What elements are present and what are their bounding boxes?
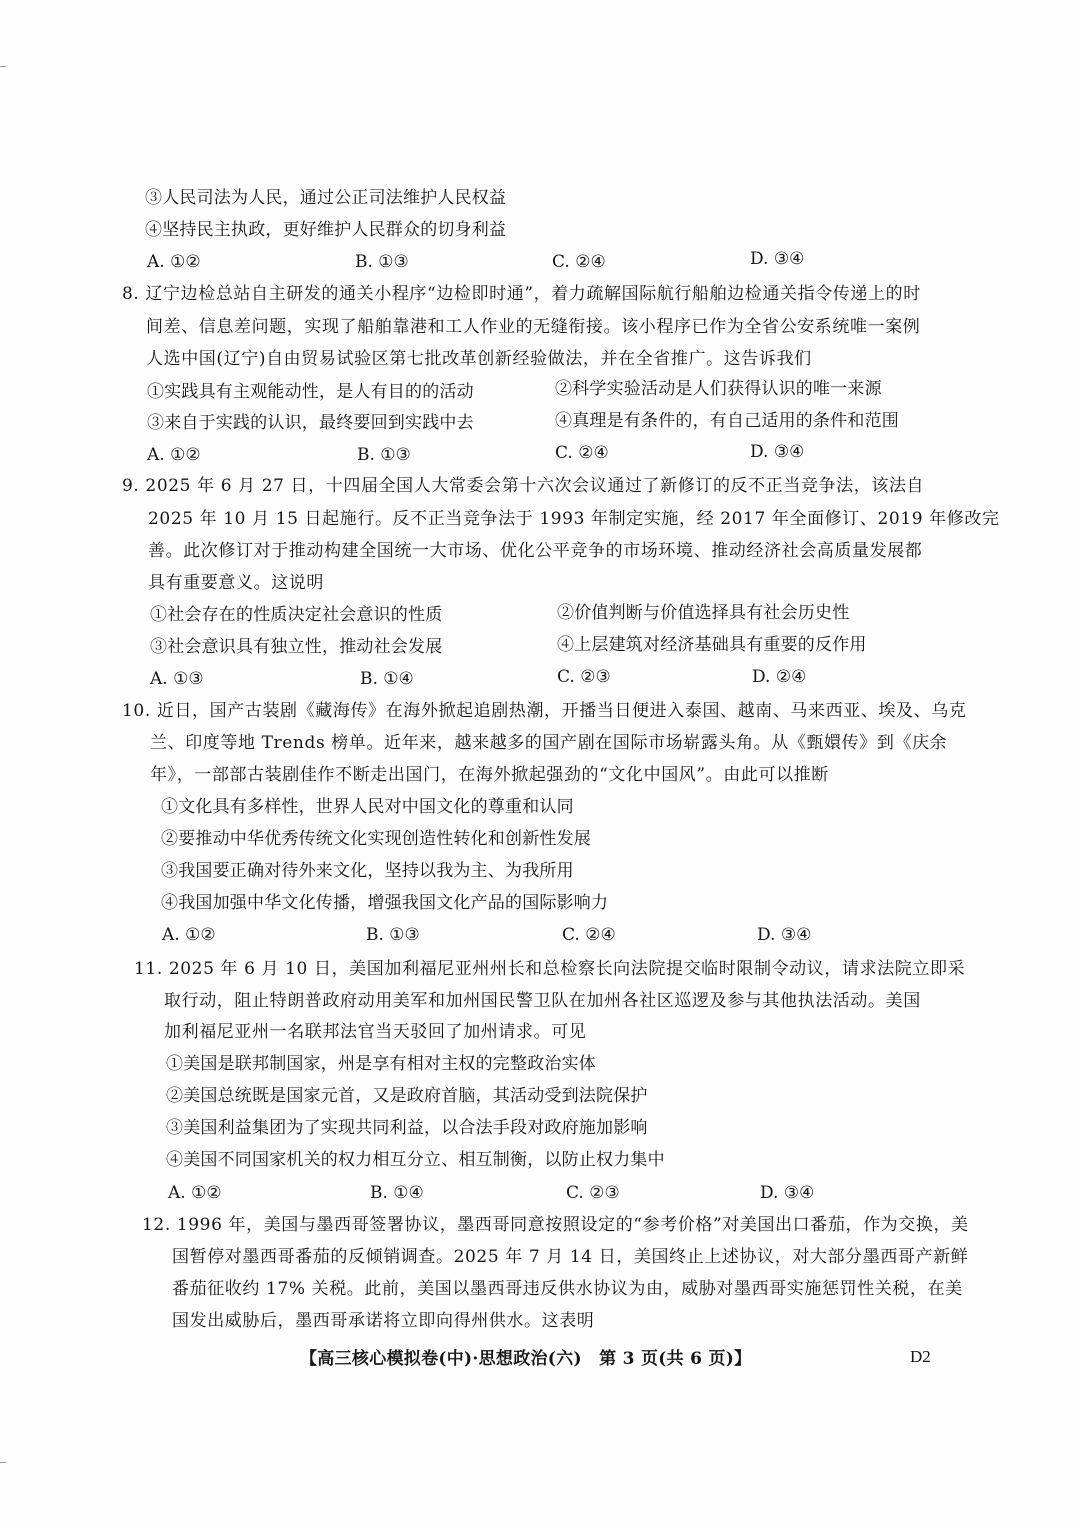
q8-option-c: C. ②④ xyxy=(555,443,609,463)
q12-stem-line-4: 国发出威胁后，墨西哥承诺将立即向得州供水。这表明 xyxy=(172,1311,595,1331)
q10-stem-line-2: 兰、印度等地 Trends 榜单。近年来，越来越多的国产剧在国际市场崭露头角。从《甄嬛传》到《庆余 xyxy=(150,733,948,753)
q9-option-b: B. ①④ xyxy=(360,669,414,689)
q10-statement-2: ②要推动中华优秀传统文化实现创造性转化和创新性发展 xyxy=(161,829,591,849)
q9-stem-line-4: 具有重要意义。这说明 xyxy=(148,573,324,593)
q10-option-d: D. ③④ xyxy=(757,925,812,945)
q9-stem-line-3: 善。此次修订对于推动构建全国统一大市场、优化公平竞争的市场环境、推动经济社会高质量发展都 xyxy=(148,541,923,561)
q10-option-a: A. ①② xyxy=(162,925,216,945)
scan-edge-mark xyxy=(0,1462,6,1463)
q12-stem-line-1: 12. 1996 年，美国与墨西哥签署协议，墨西哥同意按照设定的“参考价格”对美国出口番茄，作为交换，美 xyxy=(142,1215,969,1235)
q9-option-c: C. ②③ xyxy=(557,667,611,687)
q11-option-c: C. ②③ xyxy=(566,1183,620,1203)
q10-statement-1: ①文化具有多样性，世界人民对中国文化的尊重和认同 xyxy=(161,797,574,817)
q11-option-a: A. ①② xyxy=(168,1183,222,1203)
q8-stem-line-1: 8. 辽宁边检总站自主研发的通关小程序“边检即时通”，着力疏解国际航行船舶边检通关指令传递上的时 xyxy=(122,284,921,304)
q10-statement-4: ④我国加强中华文化传播，增强我国文化产品的国际影响力 xyxy=(161,893,609,913)
q9-statement-4: ④上层建筑对经济基础具有重要的反作用 xyxy=(557,635,867,655)
q7-option-a: A. ①② xyxy=(147,252,201,272)
q9-stem-line-1: 9. 2025 年 6 月 27 日，十四届全国人大常委会第十六次会议通过了新修订的反不正当竞争法，该法自 xyxy=(122,476,925,496)
paper-code: D2 xyxy=(910,1347,931,1366)
q8-option-b: B. ①③ xyxy=(357,445,411,465)
q10-stem-line-1: 10. 近日，国产古装剧《藏海传》在海外掀起追剧热潮，开播当日便进入泰国、越南、马来西亚、埃及、乌克 xyxy=(122,701,967,721)
q7-option-d: D. ③④ xyxy=(750,249,805,269)
page-footer-title: 【高三核心模拟卷(中)·思想政治(六) 第 3 页(共 6 页)】 xyxy=(300,1349,752,1369)
q10-option-c: C. ②④ xyxy=(562,925,616,945)
q9-statement-2: ②价值判断与价值选择具有社会历史性 xyxy=(557,603,850,623)
q12-stem-line-3: 番茄征收约 17% 关税。此前，美国以墨西哥违反供水协议为由，威胁对墨西哥实施惩罚性关税，在美 xyxy=(172,1279,963,1299)
q11-statement-2: ②美国总统既是国家元首，又是政府首脑，其活动受到法院保护 xyxy=(166,1086,648,1106)
q11-stem-line-3: 加利福尼亚州一名联邦法官当天驳回了加州请求。可见 xyxy=(164,1022,587,1042)
q8-statement-4: ④真理是有条件的，有自己适用的条件和范围 xyxy=(555,411,899,431)
q7-option-b: B. ①③ xyxy=(355,252,409,272)
q8-stem-line-3: 人选中国(辽宁)自由贸易试验区第七批改革创新经验做法，并在全省推广。这告诉我们 xyxy=(146,349,812,369)
q11-option-d: D. ③④ xyxy=(760,1183,815,1203)
q11-option-b: B. ①④ xyxy=(370,1183,424,1203)
q11-statement-3: ③美国利益集团为了实现共同利益，以合法手段对政府施加影响 xyxy=(166,1118,648,1138)
q9-statement-1: ①社会存在的性质决定社会意识的性质 xyxy=(150,605,443,625)
q8-option-d: D. ③④ xyxy=(750,442,805,462)
q9-option-a: A. ①③ xyxy=(150,669,204,689)
q11-statement-1: ①美国是联邦制国家，州是享有相对主权的完整政治实体 xyxy=(166,1054,596,1074)
q8-option-a: A. ①② xyxy=(147,445,201,465)
q8-statement-1: ①实践具有主观能动性，是人有目的的活动 xyxy=(147,382,474,402)
q11-stem-line-2: 取行动，阻止特朗普政府动用美军和加州国民警卫队在加州各社区巡逻及参与其他执法活动。美国 xyxy=(164,991,921,1011)
q7-statement-4: ④坚持民主执政，更好维护人民群众的切身利益 xyxy=(145,220,507,240)
q7-option-c: C. ②④ xyxy=(552,252,606,272)
q10-stem-line-3: 年》，一部部古装剧佳作不断走出国门，在海外掀起强劲的“文化中国风”。由此可以推断 xyxy=(150,765,829,785)
q11-statement-4: ④美国不同国家机关的权力相互分立、相互制衡，以防止权力集中 xyxy=(166,1150,665,1170)
q9-stem-line-2: 2025 年 10 月 15 日起施行。反不正当竞争法于 1993 年制定实施，经 2017 年全面修订、2019 年修改完 xyxy=(148,509,1000,529)
q9-option-d: D. ②④ xyxy=(752,667,807,687)
q10-option-b: B. ①③ xyxy=(366,925,420,945)
q8-statement-2: ②科学实验活动是人们获得认识的唯一来源 xyxy=(555,379,882,399)
q9-statement-3: ③社会意识具有独立性，推动社会发展 xyxy=(150,637,443,657)
q12-stem-line-2: 国暂停对墨西哥番茄的反倾销调查。2025 年 7 月 14 日，美国终止上述协议，对大部分墨西哥产新鲜 xyxy=(172,1247,969,1267)
q7-statement-3: ③人民司法为人民，通过公正司法维护人民权益 xyxy=(145,188,507,208)
q10-statement-3: ③我国要正确对待外来文化，坚持以我为主、为我所用 xyxy=(161,861,574,881)
q11-stem-line-1: 11. 2025 年 6 月 10 日，美国加利福尼亚州州长和总检察长向法院提交临时限制令动议，请求法院立即采 xyxy=(134,959,966,979)
q8-stem-line-2: 间差、信息差问题，实现了船舶靠港和工人作业的无缝衔接。该小程序已作为全省公安系统唯一案例 xyxy=(146,317,921,337)
scan-edge-mark xyxy=(0,66,6,67)
q8-statement-3: ③来自于实践的认识，最终要回到实践中去 xyxy=(147,413,474,433)
